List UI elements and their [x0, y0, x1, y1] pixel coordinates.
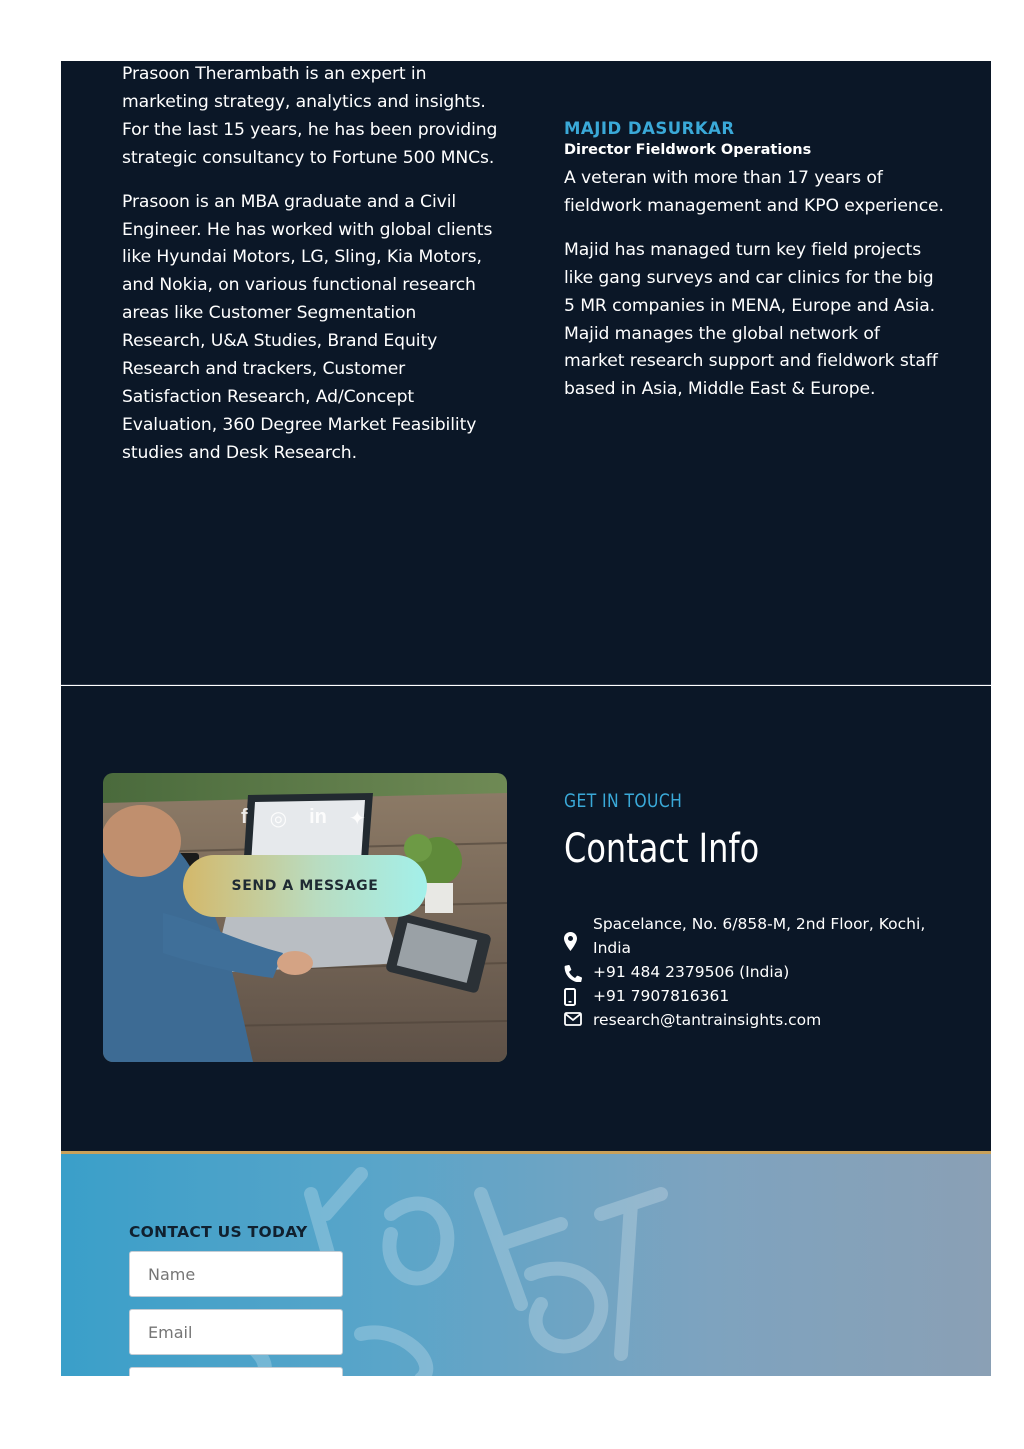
contact-info	[564, 790, 944, 1032]
mobile-row	[564, 984, 944, 1008]
contact-details	[564, 912, 944, 1032]
contact-form-section	[61, 1151, 991, 1376]
bio-paragraph: Prasoon is an MBA graduate and a Civil Engineer. He has worked with global clients like Hyundai Motors, LG, Sling, Kia Motors, and Nokia, on various functional research areas like Customer Segmentation Research, U&A Studies, Brand Equity Research and trackers, Customer Satisfaction Research, Ad/Concept Evaluation, 360 Degree Market Feasibility studies and Desk Research.	[122, 191, 493, 463]
page-frame	[61, 61, 991, 1376]
phone-icon	[564, 960, 593, 982]
envelope-icon	[564, 1008, 593, 1026]
form-title: CONTACT US TODAY	[129, 1223, 308, 1241]
mobile-phone-icon	[564, 984, 593, 1006]
bio-prasoon	[122, 61, 502, 484]
social-icons	[241, 806, 366, 831]
email-input[interactable]	[129, 1309, 343, 1355]
contact-section	[61, 686, 991, 1151]
linkedin-icon[interactable]: in	[309, 806, 327, 828]
bio-paragraph: Prasoon Therambath is an expert in marketing strategy, analytics and insights. For the last 15 years, he has been providing strategic consultancy to Fortune 500 MNCs.	[122, 64, 498, 168]
facebook-icon[interactable]: f	[241, 806, 248, 828]
phone-text[interactable]: +91 484 2379506 (India)	[593, 963, 790, 981]
team-section	[61, 61, 991, 685]
email-text[interactable]: research@tantrainsights.com	[593, 1011, 822, 1029]
send-message-button[interactable]: SEND A MESSAGE	[183, 855, 427, 917]
bio-paragraph: Majid has managed turn key field projects like gang surveys and car clinics for the big 5 MR companies in MENA, Europe and Asia. Majid manages the global network of market research support and fieldwork staff based in Asia, Middle East & Europe.	[564, 239, 938, 400]
section-heading: Contact Info	[564, 826, 760, 872]
section-kicker: GET IN TOUCH	[564, 790, 683, 812]
instagram-icon[interactable]: ◎	[269, 808, 288, 830]
contact-photo	[103, 773, 507, 1062]
phone-row	[564, 960, 944, 984]
address-text: Spacelance, No. 6/858-M, 2nd Floor, Kochi, India	[593, 915, 926, 957]
person-role: Director Fieldwork Operations	[564, 142, 812, 158]
twitter-icon[interactable]: ✦	[348, 808, 366, 830]
name-input[interactable]	[129, 1251, 343, 1297]
address-row	[564, 912, 944, 960]
map-pin-icon	[564, 912, 593, 951]
form-field-partial[interactable]	[129, 1367, 343, 1376]
email-row	[564, 1008, 944, 1032]
bio-majid	[564, 119, 944, 420]
person-name: MAJID DASURKAR	[564, 119, 735, 138]
bio-paragraph: A veteran with more than 17 years of fieldwork management and KPO experience.	[564, 168, 944, 216]
mobile-text[interactable]: +91 7907816361	[593, 987, 730, 1005]
